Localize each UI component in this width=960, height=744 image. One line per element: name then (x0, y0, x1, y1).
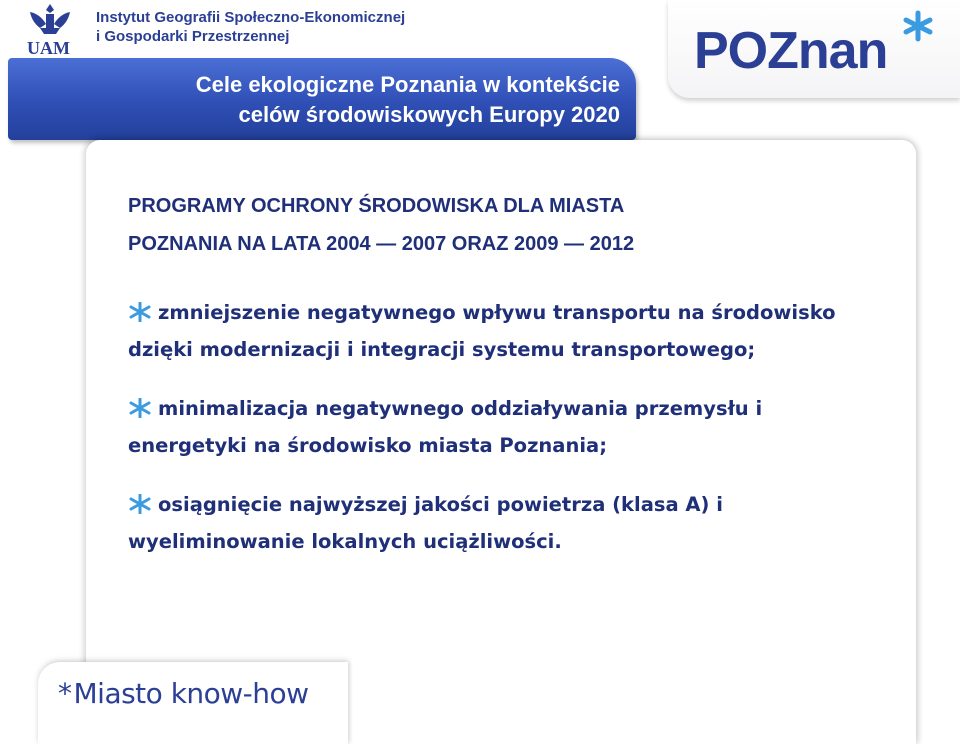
bullet-text: minimalizacja negatywnego oddziaływania przemysłu i energetyki na środowisko miasta Poznania; (128, 397, 763, 457)
asterisk-icon (128, 302, 152, 322)
section-heading (128, 187, 634, 263)
asterisk-icon (128, 398, 152, 418)
bullet-text: zmniejszenie negatywnego wpływu transportu na środowisko dzięki modernizacji i integracji systemu transportowego; (128, 301, 836, 361)
bullet-list (128, 294, 848, 582)
list-item (128, 390, 848, 464)
bullet-text: osiągnięcie najwyższej jakości powietrza (klasa A) i wyeliminowanie lokalnych uciążliwości. (128, 493, 723, 553)
city-logo-text: POZnan (694, 22, 888, 76)
asterisk-icon (128, 494, 152, 514)
heading-line-1: PROGRAMY OCHRONY ŚRODOWISKA DLA MIASTA (128, 195, 625, 217)
svg-text:UAM: UAM (27, 38, 70, 56)
heading-line-2: POZNANIA NA LATA 2004 — 2007 ORAZ 2009 — 2012 (128, 233, 635, 255)
footer-slogan-text: Miasto know-how (73, 677, 309, 710)
title-banner (8, 58, 636, 140)
title-line-2: celów środowiskowych Europy 2020 (238, 102, 620, 127)
institute-line-1: Instytut Geografii Społeczno-Ekonomicznej (96, 9, 406, 26)
institute-line-2: i Gospodarki Przestrzennej (96, 28, 290, 45)
title-line-1: Cele ekologiczne Poznania w kontekście (195, 72, 620, 97)
footer-slogan (58, 676, 309, 712)
list-item (128, 486, 848, 560)
list-item (128, 294, 848, 368)
page-title (8, 70, 620, 130)
footer-asterisk: * (58, 677, 72, 710)
institute-name (96, 8, 405, 46)
uam-eagle-logo-icon (24, 2, 76, 56)
poznan-logo-icon (694, 10, 944, 76)
